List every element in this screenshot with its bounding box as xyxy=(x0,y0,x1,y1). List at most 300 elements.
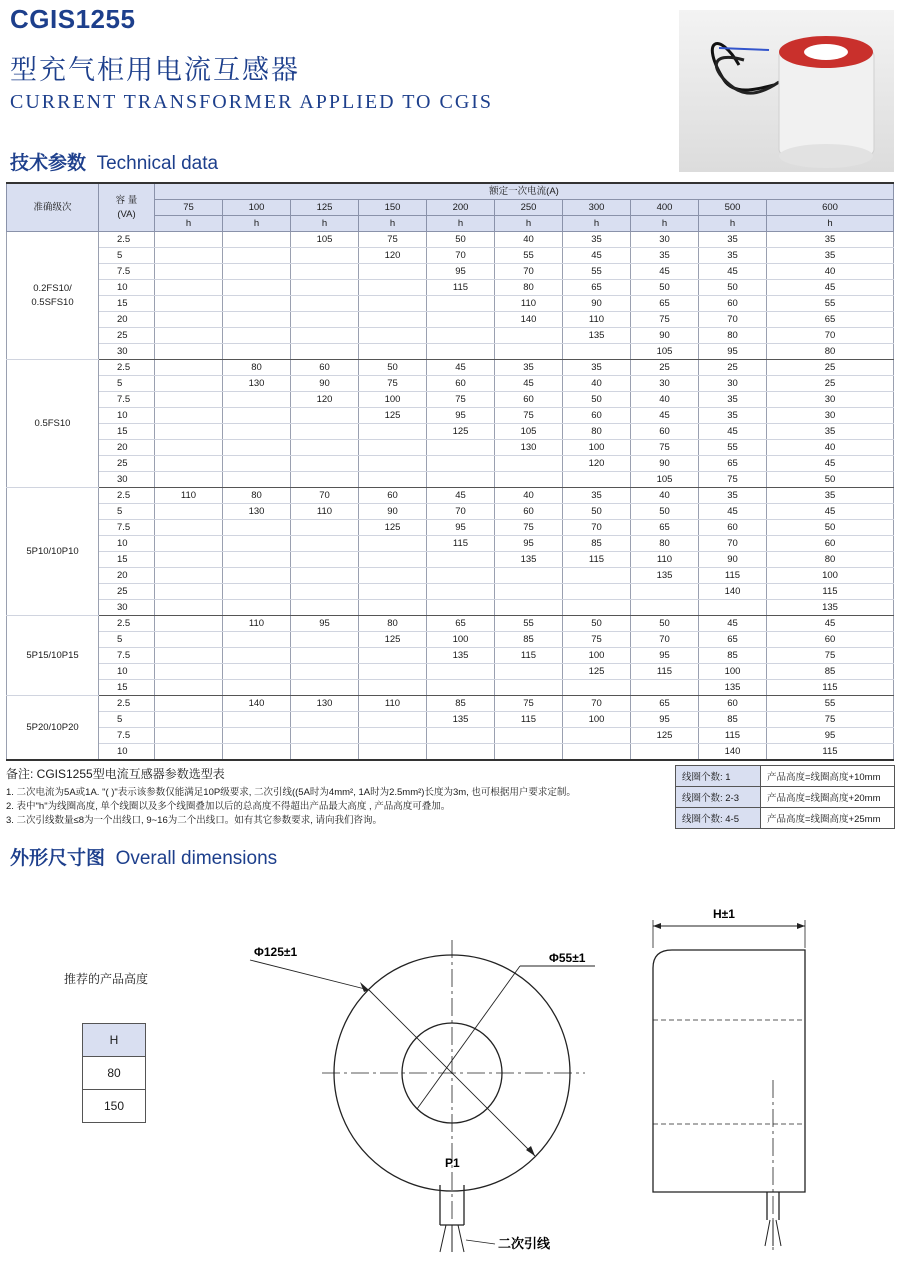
height-cell: 100 xyxy=(563,712,631,728)
height-cell xyxy=(223,328,291,344)
header-row xyxy=(7,183,894,200)
height-cell: 90 xyxy=(631,328,699,344)
height-cell: 105 xyxy=(631,472,699,488)
capacity-cell: 25 xyxy=(99,584,155,600)
product-height-rule: 产品高度=线圈高度+25mm xyxy=(761,808,895,829)
height-cell: 105 xyxy=(631,344,699,360)
height-cell: 45 xyxy=(767,616,894,632)
height-cell: 35 xyxy=(495,360,563,376)
coil-count: 线圈个数: 1 xyxy=(676,766,761,787)
header-current-value: 75 xyxy=(155,200,223,216)
capacity-cell: 2.5 xyxy=(99,232,155,248)
height-cell xyxy=(359,456,427,472)
height-cell: 135 xyxy=(699,680,767,696)
table-row xyxy=(7,680,894,696)
height-cell xyxy=(495,728,563,744)
height-cell xyxy=(223,280,291,296)
notes-title: 备注: CGIS1255型电流互感器参数选型表 xyxy=(6,767,225,781)
height-cell xyxy=(427,680,495,696)
height-cell xyxy=(223,712,291,728)
height-cell: 55 xyxy=(767,296,894,312)
capacity-cell: 5 xyxy=(99,712,155,728)
height-cell: 75 xyxy=(495,520,563,536)
model-number: CGIS1255 xyxy=(10,4,136,34)
capacity-cell: 5 xyxy=(99,376,155,392)
height-cell xyxy=(563,568,631,584)
height-cell: 75 xyxy=(495,408,563,424)
height-cell xyxy=(155,408,223,424)
height-cell xyxy=(155,424,223,440)
height-cell xyxy=(291,648,359,664)
height-cell: 80 xyxy=(223,488,291,504)
height-cell xyxy=(291,328,359,344)
header-capacity xyxy=(99,183,155,232)
height-cell xyxy=(223,248,291,264)
height-cell: 30 xyxy=(767,408,894,424)
table-row xyxy=(7,728,894,744)
height-cell: 45 xyxy=(699,424,767,440)
height-cell xyxy=(223,648,291,664)
table-row xyxy=(7,744,894,761)
table-row xyxy=(7,568,894,584)
height-cell xyxy=(223,680,291,696)
height-cell: 45 xyxy=(427,488,495,504)
table-row xyxy=(7,632,894,648)
height-cell: 115 xyxy=(699,568,767,584)
height-cell: 115 xyxy=(495,712,563,728)
height-cell: 70 xyxy=(699,536,767,552)
capacity-cell: 2.5 xyxy=(99,696,155,712)
height-cell xyxy=(291,440,359,456)
p1-label: P1 xyxy=(445,1156,460,1170)
height-cell: 110 xyxy=(631,552,699,568)
table-row xyxy=(7,712,894,728)
height-cell: 25 xyxy=(767,376,894,392)
height-cell: 135 xyxy=(631,568,699,584)
height-cell xyxy=(223,632,291,648)
height-cell: 115 xyxy=(767,584,894,600)
secondary-lead-label: 二次引线 xyxy=(498,1236,551,1251)
height-cell: 45 xyxy=(563,248,631,264)
header-capacity-label: 容 量 xyxy=(115,194,138,206)
height-cell: 35 xyxy=(767,424,894,440)
height-cell xyxy=(223,344,291,360)
height-cell xyxy=(155,664,223,680)
height-cell xyxy=(223,744,291,761)
height-cell: 115 xyxy=(631,664,699,680)
header-unit-h: h xyxy=(359,216,427,232)
height-cell: 50 xyxy=(631,616,699,632)
height-cell xyxy=(359,728,427,744)
coil-row xyxy=(676,766,895,787)
height-cell: 140 xyxy=(223,696,291,712)
height-cell xyxy=(223,472,291,488)
height-cell xyxy=(495,664,563,680)
height-cell xyxy=(155,536,223,552)
height-cell xyxy=(291,632,359,648)
capacity-cell: 20 xyxy=(99,568,155,584)
height-cell: 80 xyxy=(495,280,563,296)
height-cell: 60 xyxy=(699,296,767,312)
height-cell xyxy=(155,344,223,360)
height-cell xyxy=(291,456,359,472)
table-row xyxy=(7,280,894,296)
height-cell xyxy=(291,552,359,568)
accuracy-class-line: 0.2FS10/ xyxy=(33,282,72,294)
height-cell: 90 xyxy=(699,552,767,568)
height-cell xyxy=(155,568,223,584)
height-cell: 45 xyxy=(427,360,495,376)
height-cell: 135 xyxy=(427,648,495,664)
height-cell: 60 xyxy=(495,504,563,520)
height-value: 150 xyxy=(83,1090,146,1123)
height-cell: 35 xyxy=(699,248,767,264)
table-row xyxy=(7,520,894,536)
height-cell xyxy=(427,296,495,312)
header-accuracy-class: 准确级次 xyxy=(7,183,99,232)
height-cell xyxy=(223,664,291,680)
height-cell: 55 xyxy=(495,616,563,632)
height-cell: 45 xyxy=(699,264,767,280)
height-cell xyxy=(291,248,359,264)
height-cell: 115 xyxy=(563,552,631,568)
capacity-cell: 7.5 xyxy=(99,520,155,536)
height-cell xyxy=(155,712,223,728)
height-cell xyxy=(359,440,427,456)
header-current-value: 400 xyxy=(631,200,699,216)
height-cell: 40 xyxy=(631,488,699,504)
height-cell: 95 xyxy=(427,264,495,280)
height-cell: 75 xyxy=(359,376,427,392)
capacity-cell: 7.5 xyxy=(99,392,155,408)
height-cell: 85 xyxy=(563,536,631,552)
table-row xyxy=(7,296,894,312)
capacity-cell: 10 xyxy=(99,744,155,761)
height-cell: 95 xyxy=(631,712,699,728)
height-cell xyxy=(291,472,359,488)
table-row xyxy=(7,648,894,664)
capacity-cell: 7.5 xyxy=(99,264,155,280)
capacity-cell: 2.5 xyxy=(99,616,155,632)
height-cell: 30 xyxy=(631,232,699,248)
height-cell: 70 xyxy=(427,504,495,520)
height-cell xyxy=(563,600,631,616)
table-row xyxy=(7,552,894,568)
height-cell: 70 xyxy=(427,248,495,264)
height-cell: 125 xyxy=(427,424,495,440)
height-cell: 45 xyxy=(631,264,699,280)
height-cell: 35 xyxy=(767,488,894,504)
height-cell: 110 xyxy=(495,296,563,312)
height-cell xyxy=(495,584,563,600)
height-cell: 80 xyxy=(223,360,291,376)
dimension-drawing xyxy=(0,880,900,1262)
height-cell: 30 xyxy=(767,392,894,408)
capacity-cell: 30 xyxy=(99,600,155,616)
height-cell xyxy=(291,680,359,696)
height-cell xyxy=(223,232,291,248)
height-cell: 35 xyxy=(631,248,699,264)
height-cell xyxy=(427,728,495,744)
height-cell xyxy=(359,552,427,568)
height-cell xyxy=(699,600,767,616)
height-cell xyxy=(359,296,427,312)
table-row xyxy=(7,392,894,408)
height-cell: 80 xyxy=(767,344,894,360)
height-cell: 65 xyxy=(631,520,699,536)
height-cell: 50 xyxy=(631,504,699,520)
height-cell xyxy=(223,536,291,552)
height-cell xyxy=(427,584,495,600)
height-cell: 65 xyxy=(767,312,894,328)
height-cell: 45 xyxy=(767,280,894,296)
capacity-cell: 30 xyxy=(99,472,155,488)
height-cell: 70 xyxy=(291,488,359,504)
height-cell: 40 xyxy=(767,440,894,456)
height-cell xyxy=(223,312,291,328)
note-2: 2. 表中"h"为线圈高度, 单个线圈以及多个线圈叠加以后的总高度不得超出产品最大高度 , 产品高度可叠加。 xyxy=(6,801,451,812)
capacity-cell: 2.5 xyxy=(99,360,155,376)
product-height-rule: 产品高度=线圈高度+10mm xyxy=(761,766,895,787)
header-current-value: 500 xyxy=(699,200,767,216)
header-current-value: 250 xyxy=(495,200,563,216)
height-cell: 105 xyxy=(291,232,359,248)
height-cell xyxy=(427,328,495,344)
height-cell: 95 xyxy=(767,728,894,744)
height-cell xyxy=(291,280,359,296)
capacity-cell: 15 xyxy=(99,552,155,568)
height-cell: 100 xyxy=(359,392,427,408)
header-unit-h: h xyxy=(699,216,767,232)
height-cell: 125 xyxy=(563,664,631,680)
height-cell: 70 xyxy=(563,520,631,536)
height-cell xyxy=(223,600,291,616)
height-cell: 80 xyxy=(699,328,767,344)
height-cell: 65 xyxy=(563,280,631,296)
height-cell: 85 xyxy=(699,712,767,728)
height-cell xyxy=(291,408,359,424)
table-row xyxy=(7,232,894,248)
header-unit-h: h xyxy=(563,216,631,232)
height-cell: 135 xyxy=(427,712,495,728)
height-cell xyxy=(495,472,563,488)
height-cell xyxy=(359,472,427,488)
height-cell: 125 xyxy=(359,520,427,536)
height-cell: 45 xyxy=(495,376,563,392)
height-cell xyxy=(359,536,427,552)
accuracy-class-line: 0.5SFS10 xyxy=(31,296,74,308)
side-view-body xyxy=(653,950,805,1192)
height-cell: 75 xyxy=(427,392,495,408)
header-current-value: 300 xyxy=(563,200,631,216)
height-cell: 95 xyxy=(631,648,699,664)
note-1: 1. 二次电流为5A或1A. "( )"表示该参数仅能满足10P级要求, 二次引线((5A时为4mm², 1A时为2.5mm²)长度为3m, 也可根据用户要求定制。 xyxy=(6,787,576,798)
header-rated-current: 额定一次电流(A) xyxy=(155,183,894,200)
height-header: H xyxy=(83,1024,146,1057)
height-cell xyxy=(155,360,223,376)
height-cell: 110 xyxy=(359,696,427,712)
height-cell: 130 xyxy=(223,376,291,392)
height-cell: 130 xyxy=(291,696,359,712)
height-cell: 95 xyxy=(427,520,495,536)
height-cell: 35 xyxy=(563,360,631,376)
height-cell xyxy=(495,456,563,472)
height-cell xyxy=(427,472,495,488)
height-cell: 115 xyxy=(767,680,894,696)
height-cell xyxy=(291,264,359,280)
capacity-cell: 30 xyxy=(99,344,155,360)
height-cell: 30 xyxy=(699,376,767,392)
table-row xyxy=(7,600,894,616)
height-cell: 40 xyxy=(563,376,631,392)
header-unit-h: h xyxy=(767,216,894,232)
table-row xyxy=(7,504,894,520)
height-cell: 135 xyxy=(563,328,631,344)
height-cell: 45 xyxy=(699,616,767,632)
capacity-cell: 2.5 xyxy=(99,488,155,504)
coil-count: 线圈个数: 4-5 xyxy=(676,808,761,829)
height-cell: 25 xyxy=(767,360,894,376)
table-row xyxy=(7,664,894,680)
height-cell xyxy=(291,584,359,600)
accuracy-class-line: 5P10/10P10 xyxy=(26,545,79,557)
height-cell xyxy=(359,264,427,280)
table-row xyxy=(7,248,894,264)
height-cell xyxy=(223,424,291,440)
header-current-value: 150 xyxy=(359,200,427,216)
capacity-cell: 15 xyxy=(99,296,155,312)
height-cell: 140 xyxy=(495,312,563,328)
height-cell: 60 xyxy=(699,520,767,536)
height-cell xyxy=(291,728,359,744)
header-current-value: 125 xyxy=(291,200,359,216)
height-cell: 70 xyxy=(631,632,699,648)
height-cell: 100 xyxy=(563,440,631,456)
height-cell: 125 xyxy=(359,632,427,648)
height-cell xyxy=(223,296,291,312)
height-cell xyxy=(427,552,495,568)
height-cell: 90 xyxy=(291,376,359,392)
height-cell: 75 xyxy=(359,232,427,248)
height-cell: 25 xyxy=(699,360,767,376)
height-cell: 35 xyxy=(563,232,631,248)
height-cell: 60 xyxy=(291,360,359,376)
header-unit-h: h xyxy=(223,216,291,232)
height-cell: 85 xyxy=(699,648,767,664)
product-title-en: CURRENT TRANSFORMER APPLIED TO CGIS xyxy=(10,91,494,113)
table-row xyxy=(7,408,894,424)
height-cell xyxy=(495,600,563,616)
capacity-cell: 15 xyxy=(99,680,155,696)
height-cell: 45 xyxy=(699,504,767,520)
height-cell xyxy=(563,680,631,696)
section-heading-technical: 技术参数 Technical data xyxy=(10,153,219,174)
height-cell: 100 xyxy=(767,568,894,584)
height-cell: 65 xyxy=(631,696,699,712)
height-cell: 85 xyxy=(427,696,495,712)
height-value: 80 xyxy=(83,1057,146,1090)
height-cell: 50 xyxy=(767,520,894,536)
height-cell: 45 xyxy=(767,504,894,520)
height-cell: 60 xyxy=(767,536,894,552)
height-cell xyxy=(563,344,631,360)
height-cell: 100 xyxy=(563,648,631,664)
height-cell xyxy=(155,520,223,536)
height-cell xyxy=(223,440,291,456)
height-cell xyxy=(427,568,495,584)
height-cell xyxy=(291,664,359,680)
product-title-cn: 型充气柜用电流互感器 xyxy=(10,55,300,85)
capacity-cell: 10 xyxy=(99,408,155,424)
height-cell: 80 xyxy=(563,424,631,440)
height-cell: 100 xyxy=(427,632,495,648)
height-cell: 75 xyxy=(631,440,699,456)
height-cell: 130 xyxy=(223,504,291,520)
height-cell xyxy=(359,712,427,728)
outer-diameter-label: Φ125±1 xyxy=(254,945,298,959)
capacity-cell: 5 xyxy=(99,504,155,520)
height-cell: 50 xyxy=(699,280,767,296)
height-cell: 125 xyxy=(631,728,699,744)
height-cell xyxy=(359,424,427,440)
table-row xyxy=(7,456,894,472)
height-dim-label: H±1 xyxy=(713,907,735,921)
table-row xyxy=(7,616,894,632)
table-row xyxy=(7,264,894,280)
height-cell: 75 xyxy=(495,696,563,712)
coil-row xyxy=(676,808,895,829)
height-cell: 60 xyxy=(563,408,631,424)
height-cell xyxy=(359,664,427,680)
height-cell xyxy=(495,328,563,344)
height-cell xyxy=(359,680,427,696)
capacity-cell: 7.5 xyxy=(99,648,155,664)
height-cell: 45 xyxy=(767,456,894,472)
height-cell: 115 xyxy=(767,744,894,761)
table-row xyxy=(7,424,894,440)
height-cell: 140 xyxy=(699,744,767,761)
height-cell: 85 xyxy=(767,664,894,680)
height-cell xyxy=(359,280,427,296)
height-cell: 55 xyxy=(495,248,563,264)
accuracy-class-cell xyxy=(7,488,99,616)
height-cell: 65 xyxy=(427,616,495,632)
height-cell: 70 xyxy=(699,312,767,328)
height-cell xyxy=(155,504,223,520)
height-cell: 115 xyxy=(427,536,495,552)
height-cell xyxy=(155,328,223,344)
height-cell xyxy=(155,312,223,328)
height-cell xyxy=(155,744,223,761)
height-cell: 35 xyxy=(767,232,894,248)
height-cell xyxy=(155,248,223,264)
note-3: 3. 二次引线数量≤8为一个出线口, 9~16为二个出线口。如有其它参数要求, 请向我们咨询。 xyxy=(6,815,383,826)
height-cell: 95 xyxy=(699,344,767,360)
height-cell xyxy=(291,744,359,761)
height-cell xyxy=(155,632,223,648)
capacity-cell: 7.5 xyxy=(99,728,155,744)
height-cell xyxy=(359,344,427,360)
height-cell: 140 xyxy=(699,584,767,600)
height-cell xyxy=(155,376,223,392)
height-cell xyxy=(631,600,699,616)
height-cell: 75 xyxy=(767,648,894,664)
height-cell xyxy=(427,664,495,680)
height-cell: 35 xyxy=(699,232,767,248)
height-cell xyxy=(359,744,427,761)
height-cell: 110 xyxy=(223,616,291,632)
capacity-cell: 5 xyxy=(99,632,155,648)
